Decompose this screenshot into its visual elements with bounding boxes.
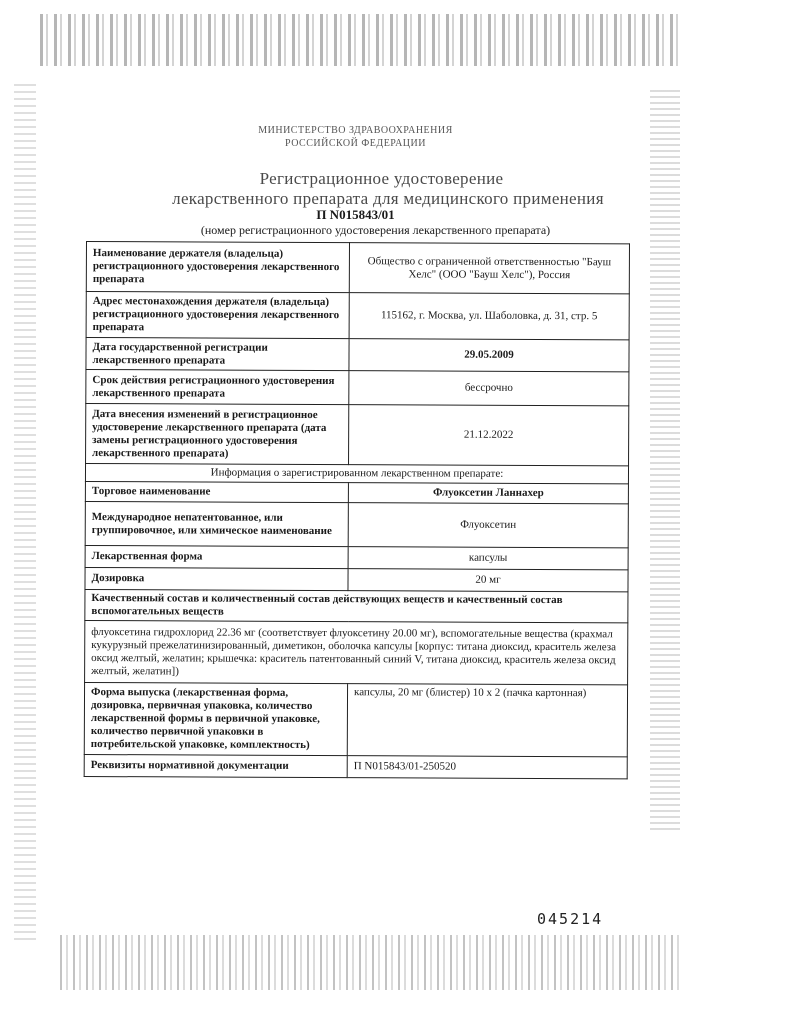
- table-row: [86, 242, 629, 294]
- ministry-line-2: РОССИЙСКОЙ ФЕДЕРАЦИИ: [285, 138, 426, 149]
- table-row: [85, 589, 628, 622]
- registration-date-value: 29.05.2009: [349, 339, 629, 372]
- dosage-form-value: капсулы: [348, 547, 628, 570]
- table-row: [86, 370, 629, 406]
- trade-name-label: Торговое наименование: [85, 481, 348, 502]
- holder-value: Общество с ограниченной ответственностью "Бауш Хелс" (ООО "Бауш Хелс"), Россия: [349, 243, 629, 294]
- registration-number: П N015843/01: [316, 207, 395, 222]
- ministry-header: [0, 124, 791, 150]
- ministry-line-1: МИНИСТЕРСТВО ЗДРАВООХРАНЕНИЯ: [258, 125, 453, 136]
- table-row: [85, 501, 628, 547]
- registration-table: [84, 241, 630, 779]
- serial-number: 045214: [537, 910, 604, 928]
- table-row: [85, 481, 628, 503]
- table-row: [84, 682, 627, 756]
- normative-docs-label: Реквизиты нормативной документации: [84, 754, 347, 777]
- validity-label: Срок действия регистрационного удостоверения лекарственного препарата: [86, 370, 349, 405]
- change-date-value: 21.12.2022: [349, 405, 629, 466]
- release-form-value: капсулы, 20 мг (блистер) 10 х 2 (пачка картонная): [347, 684, 627, 757]
- release-form-label: Форма выпуска (лекарственная форма, дозировка, первичная упаковка, количество лекарственной формы в первичной упаковке, количество первичной упаковки в потребительской упаковке, комплектность): [84, 682, 347, 755]
- trade-name-value: Флуоксетин Ланнахер: [348, 483, 628, 504]
- table-row: [86, 404, 629, 466]
- certificate-title-line-1: Регистрационное удостоверение: [259, 169, 504, 188]
- table-row: [85, 464, 628, 484]
- inn-value: Флуоксетин: [348, 503, 628, 548]
- info-heading: Информация о зарегистрированном лекарственном препарате:: [85, 464, 628, 484]
- composition-value: флуоксетина гидрохлорид 22.36 мг (соответствует флуоксетину 20.00 мг), вспомогательные вещества (крахмал кукурузный прежелатинизированный, диметикон, оболочка капсулы [корпус: титана диоксид, краситель железа оксид желтый, желатин; крышечка: краситель патентованный синий V, титана диоксид, краситель железа оксид желтый, желатин]): [85, 620, 628, 684]
- scan-noise-bottom: [60, 935, 680, 990]
- registration-date-label: Дата государственной регистрации лекарственного препарата: [86, 338, 349, 371]
- table-row: [85, 545, 628, 569]
- composition-label: Качественный состав и количественный состав действующих веществ и качественный состав вспомогательных веществ: [85, 589, 628, 622]
- holder-label: Наименование держателя (владельца) регистрационного удостоверения лекарственного препарата: [86, 242, 349, 293]
- table-row: [85, 620, 628, 684]
- dosage-form-label: Лекарственная форма: [85, 545, 348, 568]
- scan-noise-top: [40, 14, 680, 66]
- certificate-title: [0, 169, 791, 209]
- address-label: Адрес местонахождения держателя (владельца) регистрационного удостоверения лекарственного препарата: [86, 292, 349, 339]
- certificate-title-line-2: лекарственного препарата для медицинского применения: [172, 189, 604, 208]
- address-value: 115162, г. Москва, ул. Шаболовка, д. 31, стр. 5: [349, 293, 629, 340]
- dosage-value: 20 мг: [348, 569, 628, 592]
- change-date-label: Дата внесения изменений в регистрационное удостоверение лекарственного препарата (дата замены регистрационного удостоверения лекарственного препарата): [86, 404, 349, 465]
- table-row: [84, 754, 627, 778]
- inn-label: Международное непатентованное, или группировочное, или химическое наименование: [85, 501, 348, 546]
- dosage-label: Дозировка: [85, 567, 348, 590]
- table-row: [86, 292, 629, 340]
- table-row: [85, 567, 628, 591]
- validity-value: бессрочно: [349, 371, 629, 406]
- registration-number-caption: (номер регистрационного удостоверения лекарственного препарата): [200, 223, 551, 237]
- table-row: [86, 338, 629, 372]
- normative-docs-value: П N015843/01-250520: [347, 756, 627, 779]
